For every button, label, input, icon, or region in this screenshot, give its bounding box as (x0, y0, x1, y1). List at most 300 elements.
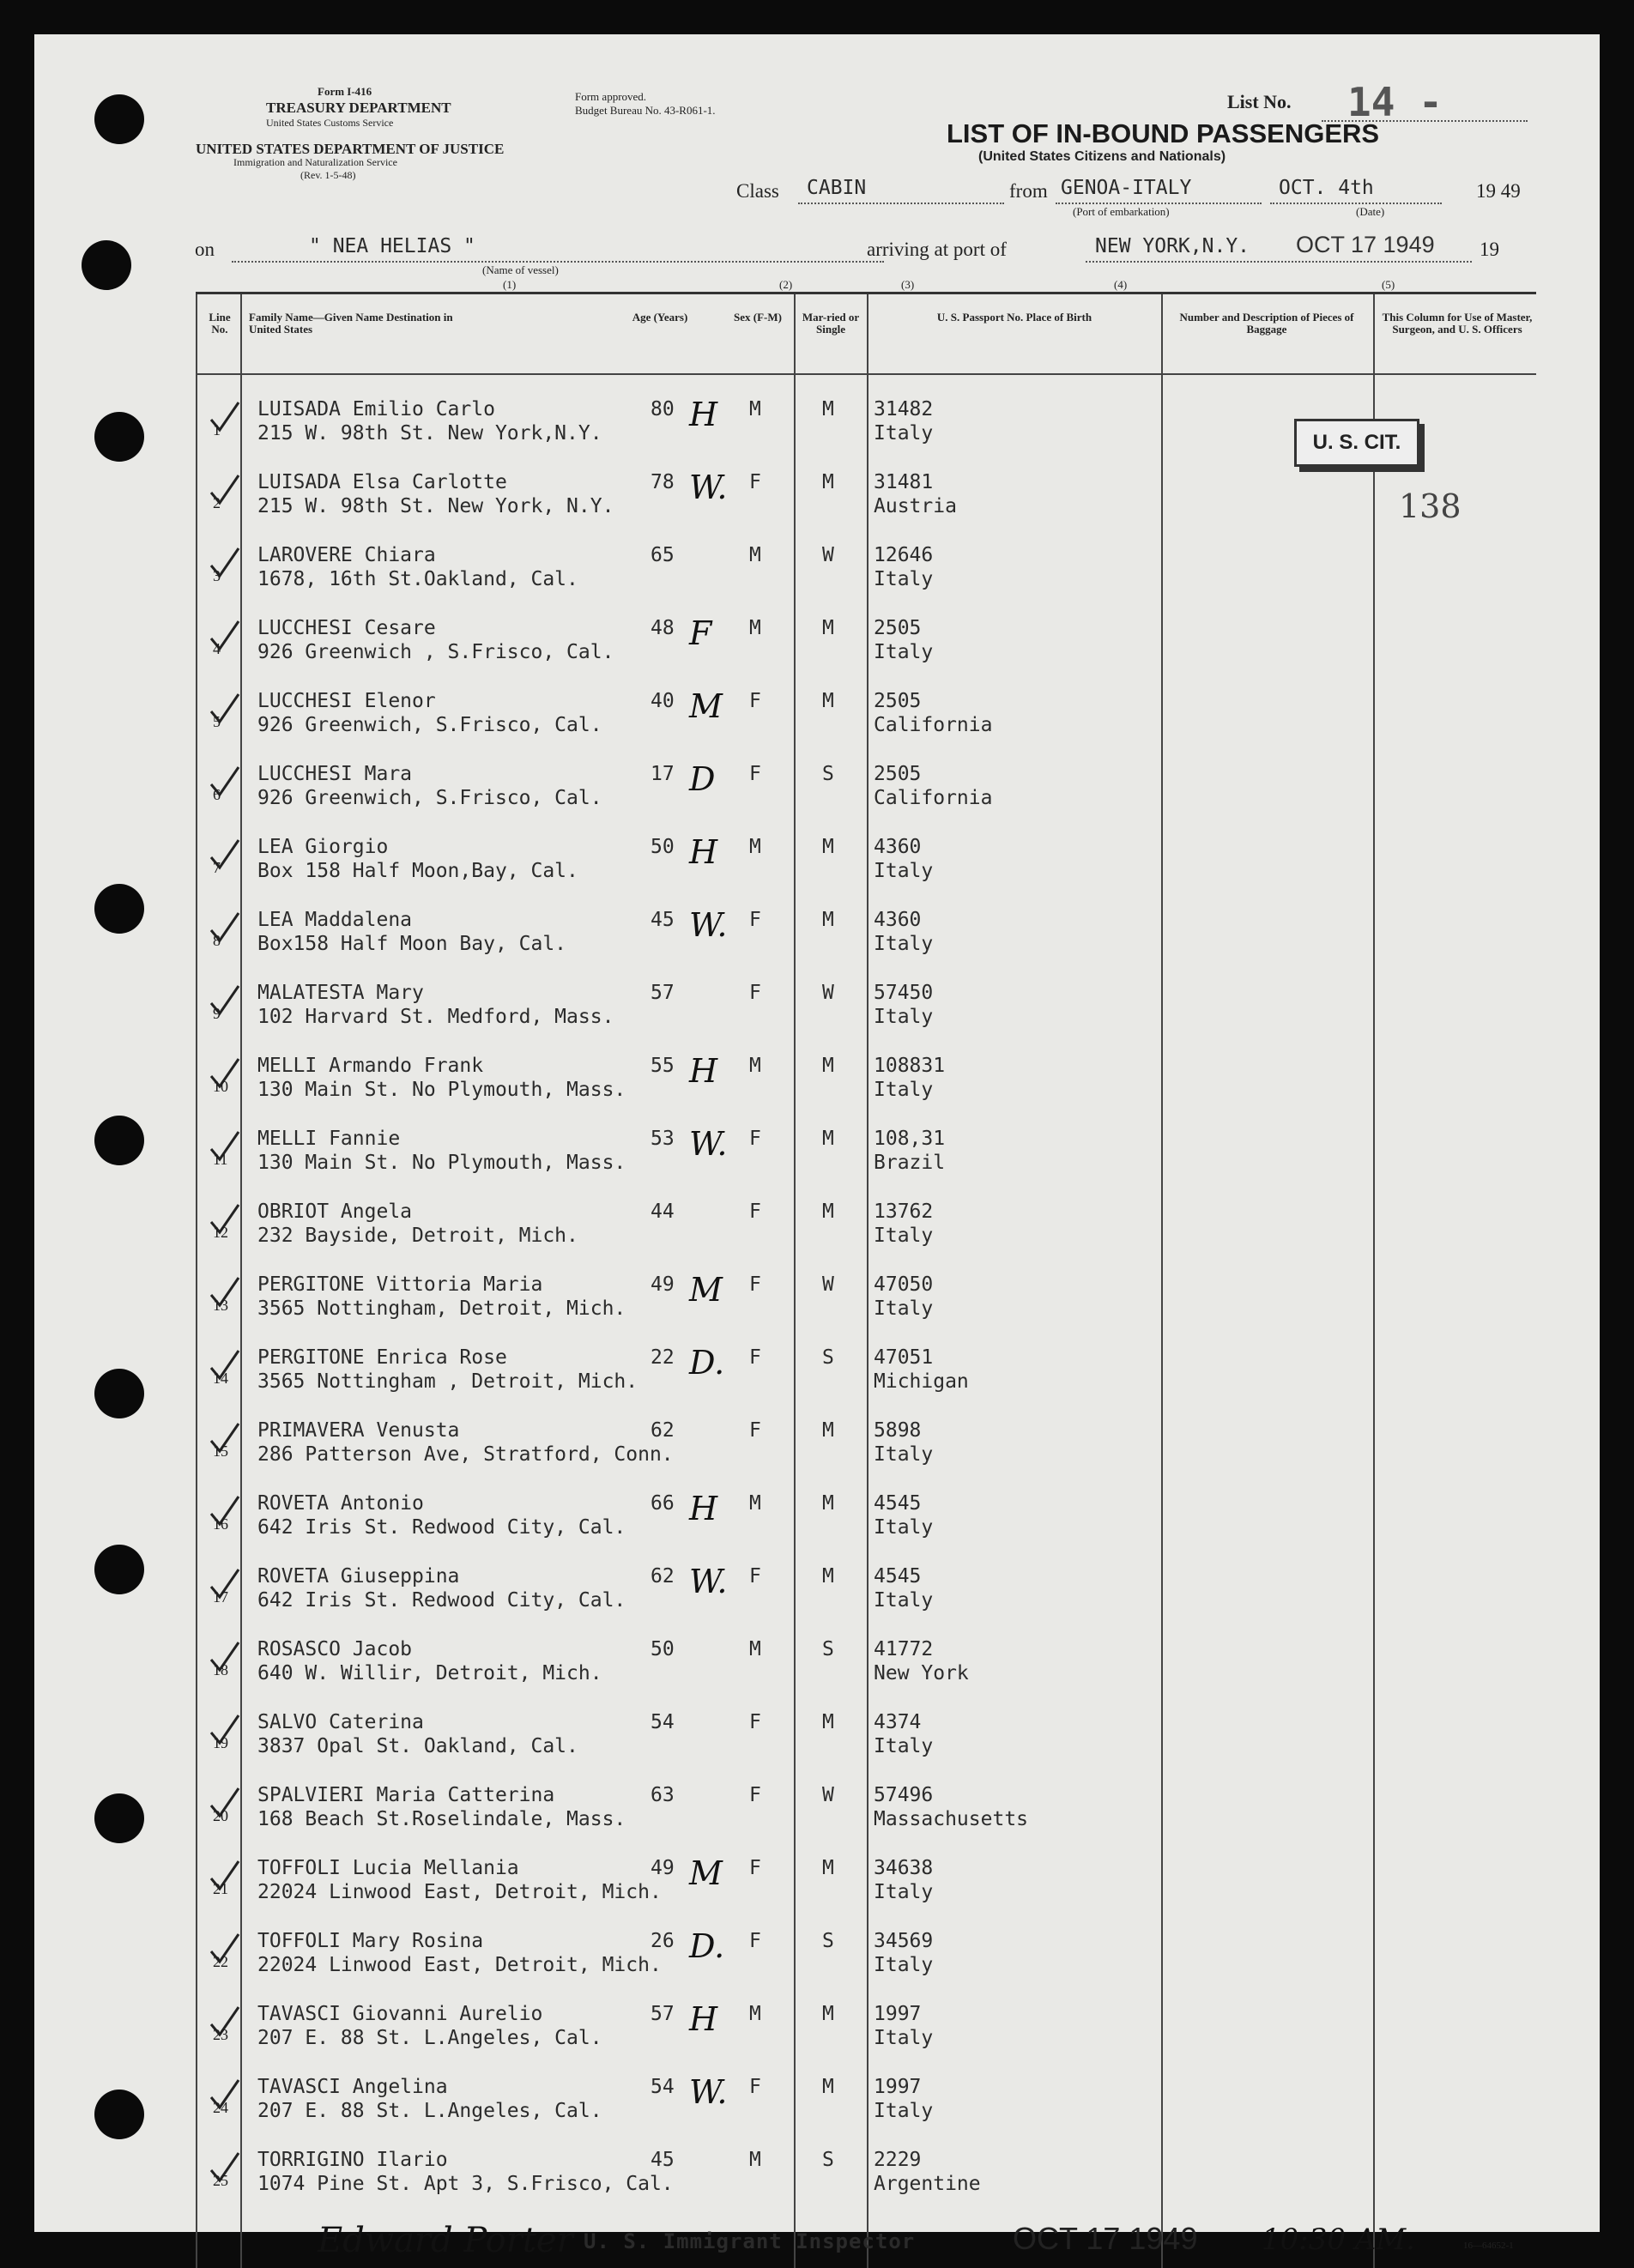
on-label: on (195, 239, 215, 260)
table-row (196, 1328, 1536, 1401)
budget-bureau: Budget Bureau No. 43-R061-1. (575, 104, 716, 117)
form-id: Form I-416 (318, 85, 372, 98)
relation-mark: D. (689, 1344, 725, 1382)
age: 50 (651, 836, 675, 858)
sex: F (749, 1930, 761, 1952)
destination: 207 E. 88 St. L.Angeles, Cal. (257, 2100, 602, 2122)
arrival-line (1086, 261, 1472, 263)
date-line (1270, 203, 1442, 204)
age: 62 (651, 1419, 675, 1442)
line-number: 12 (213, 1224, 228, 1241)
line-number: 9 (213, 1005, 221, 1022)
marital-status: S (822, 1638, 834, 1660)
passenger-name: LUCCHESI Mara (257, 763, 413, 785)
passport-number: 4545 (874, 1565, 922, 1588)
relation-mark: W. (689, 906, 728, 944)
relation-mark: H (689, 1490, 718, 1527)
line-number: 1 (213, 421, 221, 438)
place-of-birth: Massachusetts (874, 1808, 1029, 1830)
destination: 102 Harvard St. Medford, Mass. (257, 1006, 614, 1028)
line-number: 24 (213, 2099, 228, 2116)
passenger-name: ROVETA Antonio (257, 1492, 424, 1515)
age: 53 (651, 1128, 675, 1150)
table-row (196, 2058, 1536, 2131)
sex: M (749, 836, 761, 858)
place-of-birth: Italy (874, 860, 934, 882)
table-row (196, 745, 1536, 818)
passport-number: 2505 (874, 763, 922, 785)
marital-status: W (822, 1273, 834, 1296)
passenger-name: SPALVIERI Maria Catterina (257, 1784, 555, 1806)
sex: F (749, 909, 761, 931)
passport-number: 47050 (874, 1273, 934, 1296)
age: 57 (651, 982, 675, 1004)
marital-status: S (822, 763, 834, 785)
relation-mark: W. (689, 1125, 728, 1163)
passenger-name: TAVASCI Angelina (257, 2076, 448, 2098)
relation-mark: H (689, 833, 718, 871)
destination: 215 W. 98th St. New York, N.Y. (257, 495, 614, 517)
relation-mark: M (689, 687, 723, 725)
vessel-caption: (Name of vessel) (482, 263, 559, 276)
passport-number: 47051 (874, 1346, 934, 1369)
year-2: 19 (1480, 239, 1499, 260)
age: 49 (651, 1857, 675, 1879)
age: 63 (651, 1784, 675, 1806)
passenger-name: ROVETA Giuseppina (257, 1565, 460, 1588)
sex: F (749, 1419, 761, 1442)
arrival-port: NEW YORK,N.Y. (1095, 235, 1250, 257)
arrival-date-stamp: OCT 17 1949 (1296, 232, 1435, 257)
table-row (196, 818, 1536, 891)
relation-mark: D. (689, 1927, 725, 1965)
relation-mark: W. (689, 1563, 728, 1600)
passport-number: 2229 (874, 2149, 922, 2171)
marital-status: M (822, 1711, 834, 1733)
place-of-birth: California (874, 714, 993, 736)
passenger-table (196, 292, 1536, 2268)
marital-status: W (822, 544, 834, 566)
passport-number: 108831 (874, 1055, 946, 1077)
place-of-birth: Italy (874, 933, 934, 955)
place-of-birth: Argentine (874, 2173, 981, 2195)
sex: F (749, 1273, 761, 1296)
destination: Box158 Half Moon Bay, Cal. (257, 933, 567, 955)
destination: 3837 Opal St. Oakland, Cal. (257, 1735, 578, 1757)
marital-status: M (822, 398, 834, 420)
hdr-age: Age (Years) (632, 311, 688, 324)
header-divider (196, 373, 1536, 375)
marital-status: S (822, 2149, 834, 2171)
destination: 642 Iris St. Redwood City, Cal. (257, 1589, 626, 1612)
passenger-name: LEA Giorgio (257, 836, 389, 858)
sex: M (749, 544, 761, 566)
document-title: LIST OF IN-BOUND PASSENGERS (947, 118, 1380, 148)
inspector-title: U. S. Immigrant Inspector (584, 2229, 916, 2253)
sex: M (749, 398, 761, 420)
from-value: GENOA-ITALY (1061, 177, 1192, 199)
age: 80 (651, 398, 675, 420)
place-of-birth: Michigan (874, 1370, 969, 1393)
relation-mark: F (689, 614, 712, 652)
line-number: 25 (213, 2172, 228, 2189)
line-number: 11 (213, 1151, 228, 1168)
sex: F (749, 1346, 761, 1369)
destination: 207 E. 88 St. L.Angeles, Cal. (257, 2027, 602, 2049)
destination: 642 Iris St. Redwood City, Cal. (257, 1516, 626, 1539)
age: 26 (651, 1930, 675, 1952)
place-of-birth: Italy (874, 2100, 934, 2122)
line-number: 15 (213, 1442, 228, 1460)
table-row (196, 1839, 1536, 1912)
passenger-name: TOFFOLI Lucia Mellania (257, 1857, 519, 1879)
passenger-name: MELLI Armando Frank (257, 1055, 484, 1077)
col-num-1: (1) (503, 278, 517, 291)
customs-service: United States Customs Service (266, 117, 394, 129)
passport-number: 41772 (874, 1638, 934, 1660)
passenger-name: SALVO Caterina (257, 1711, 424, 1733)
ins-service: Immigration and Naturalization Service (233, 156, 397, 168)
vessel-line (232, 261, 884, 263)
hdr-baggage: Number and Description of Pieces of Baggage (1179, 311, 1354, 336)
punch-hole (94, 1545, 144, 1594)
table-row (196, 2131, 1536, 2204)
line-number: 16 (213, 1515, 228, 1533)
passport-number: 31482 (874, 398, 934, 420)
line-number: 19 (213, 1734, 228, 1751)
col-num-5: (5) (1382, 278, 1395, 291)
destination: 130 Main St. No Plymouth, Mass. (257, 1152, 626, 1174)
table-row (196, 1474, 1536, 1547)
place-of-birth: Italy (874, 1735, 934, 1757)
line-number: 20 (213, 1807, 228, 1824)
place-of-birth: Austria (874, 495, 957, 517)
destination: 926 Greenwich, S.Frisco, Cal. (257, 714, 602, 736)
inspector-signature: Edward Porter (318, 2221, 573, 2260)
age: 65 (651, 544, 675, 566)
destination: 22024 Linwood East, Detroit, Mich. (257, 1881, 662, 1903)
passenger-name: TAVASCI Giovanni Aurelio (257, 2003, 543, 2025)
age: 40 (651, 690, 675, 712)
punch-hole (94, 412, 144, 462)
table-row (196, 1110, 1536, 1182)
hdr-married: Mar-ried or Single (802, 311, 860, 336)
line-number: 3 (213, 567, 221, 584)
passenger-name: MELLI Fannie (257, 1128, 401, 1150)
us-citizen-stamp (1294, 419, 1419, 467)
passport-number: 2505 (874, 617, 922, 639)
destination: 926 Greenwich , S.Frisco, Cal. (257, 641, 614, 663)
destination: 215 W. 98th St. New York,N.Y. (257, 422, 602, 445)
passenger-name: LUISADA Emilio Carlo (257, 398, 495, 420)
line-number: 17 (213, 1588, 228, 1606)
place-of-birth: Italy (874, 1079, 934, 1101)
line-number: 4 (213, 640, 221, 657)
line-number: 21 (213, 1880, 228, 1897)
inspection-date-stamp: OCT 17 1949 (1013, 2221, 1198, 2256)
line-number: 2 (213, 494, 221, 511)
passenger-name: PRIMAVERA Venusta (257, 1419, 460, 1442)
table-row (196, 1766, 1536, 1839)
line-number: 14 (213, 1370, 228, 1387)
date-caption: (Date) (1356, 205, 1385, 218)
inspection-time: 10:30 AM. (1262, 2223, 1415, 2257)
document-subtitle: (United States Citizens and Nationals) (978, 149, 1226, 164)
sex: F (749, 1711, 761, 1733)
punch-hole (82, 240, 131, 290)
line-number: 8 (213, 932, 221, 949)
document-page (34, 34, 1600, 2260)
punch-hole (94, 1793, 144, 1843)
class-value: CABIN (807, 177, 867, 199)
passenger-name: LAROVERE Chiara (257, 544, 436, 566)
relation-mark: W. (689, 2073, 728, 2111)
destination: Box 158 Half Moon,Bay, Cal. (257, 860, 578, 882)
age: 62 (651, 1565, 675, 1588)
line-number: 22 (213, 1953, 228, 1970)
passport-number: 1997 (874, 2076, 922, 2098)
table-row (196, 1620, 1536, 1693)
sex: F (749, 1784, 761, 1806)
line-number: 13 (213, 1297, 228, 1314)
marital-status: M (822, 1055, 834, 1077)
punch-hole (94, 884, 144, 934)
marital-status: M (822, 617, 834, 639)
marital-status: M (822, 690, 834, 712)
sex: M (749, 2149, 761, 2171)
hdr-passport: U. S. Passport No. Place of Birth (936, 311, 1092, 324)
table-row (196, 1547, 1536, 1620)
passenger-name: LEA Maddalena (257, 909, 413, 931)
passport-number: 4360 (874, 909, 922, 931)
hdr-name: Family Name—Given Name Destination in United States (249, 311, 453, 336)
place-of-birth: Italy (874, 1881, 934, 1903)
hdr-line-no: Line No. (209, 311, 231, 336)
marital-status: M (822, 1201, 834, 1223)
col-num-2: (2) (779, 278, 793, 291)
marital-status: M (822, 2076, 834, 2098)
passport-number: 4374 (874, 1711, 922, 1733)
marital-status: M (822, 2003, 834, 2025)
table-row (196, 891, 1536, 964)
passport-number: 31481 (874, 471, 934, 493)
place-of-birth: Italy (874, 1225, 934, 1247)
age: 54 (651, 2076, 675, 2098)
date-value: OCT. 4th (1279, 177, 1374, 199)
passenger-name: TOFFOLI Mary Rosina (257, 1930, 484, 1952)
treasury-dept: TREASURY DEPARTMENT (266, 100, 451, 116)
place-of-birth: Italy (874, 1589, 934, 1612)
table-row (196, 1985, 1536, 2058)
destination: 1074 Pine St. Apt 3, S.Frisco, Cal. (257, 2173, 674, 2195)
place-of-birth: New York (874, 1662, 969, 1684)
passenger-name: LUCCHESI Elenor (257, 690, 436, 712)
age: 50 (651, 1638, 675, 1660)
age: 45 (651, 909, 675, 931)
vessel-name: " NEA HELIAS " (309, 235, 475, 257)
passport-number: 34569 (874, 1930, 934, 1952)
passenger-name: PERGITONE Enrica Rose (257, 1346, 507, 1369)
marital-status: M (822, 1857, 834, 1879)
destination: 1678, 16th St.Oakland, Cal. (257, 568, 578, 590)
place-of-birth: Brazil (874, 1152, 946, 1174)
relation-mark: M (689, 1271, 723, 1309)
marital-status: M (822, 1128, 834, 1150)
relation-mark: W. (689, 469, 728, 506)
passport-number: 57496 (874, 1784, 934, 1806)
port-embarkation-caption: (Port of embarkation) (1073, 205, 1170, 218)
sex: M (749, 1638, 761, 1660)
sex: M (749, 617, 761, 639)
col-num-4: (4) (1114, 278, 1128, 291)
sex: F (749, 763, 761, 785)
justice-dept: UNITED STATES DEPARTMENT OF JUSTICE (196, 141, 505, 157)
from-line (1056, 203, 1262, 204)
place-of-birth: Italy (874, 1443, 934, 1466)
place-of-birth: Italy (874, 2027, 934, 2049)
age: 22 (651, 1346, 675, 1369)
passenger-name: MALATESTA Mary (257, 982, 424, 1004)
passenger-name: TORRIGINO Ilario (257, 2149, 448, 2171)
sex: F (749, 982, 761, 1004)
passport-number: 12646 (874, 544, 934, 566)
marital-status: M (822, 1565, 834, 1588)
relation-mark: M (689, 1854, 723, 1892)
age: 57 (651, 2003, 675, 2025)
punch-hole (94, 2090, 144, 2139)
us-citizen-stamp-text: U. S. CIT. (1312, 431, 1401, 454)
age: 49 (651, 1273, 675, 1296)
age: 78 (651, 471, 675, 493)
passport-number: 5898 (874, 1419, 922, 1442)
table-row (196, 526, 1536, 599)
line-number: 10 (213, 1078, 228, 1095)
line-number: 6 (213, 786, 221, 803)
passenger-name: LUISADA Elsa Carlotte (257, 471, 507, 493)
marital-status: W (822, 1784, 834, 1806)
passenger-name: OBRIOT Angela (257, 1201, 413, 1223)
sex: F (749, 1565, 761, 1588)
destination: 926 Greenwich, S.Frisco, Cal. (257, 787, 602, 809)
arriving-label: arriving at port of (867, 239, 1007, 260)
list-no-label: List No. (1227, 91, 1292, 112)
destination: 3565 Nottingham , Detroit, Mich. (257, 1370, 638, 1393)
passenger-name: PERGITONE Vittoria Maria (257, 1273, 543, 1296)
hdr-officers: This Column for Use of Master, Surgeon, and U. S. Officers (1382, 311, 1533, 336)
marital-status: M (822, 1419, 834, 1442)
sex: F (749, 1857, 761, 1879)
place-of-birth: Italy (874, 641, 934, 663)
sex: M (749, 2003, 761, 2025)
sex: F (749, 1201, 761, 1223)
marital-status: M (822, 909, 834, 931)
year-1: 19 49 (1476, 180, 1521, 202)
line-number: 5 (213, 713, 221, 730)
col-num-3: (3) (901, 278, 915, 291)
sex: M (749, 1055, 761, 1077)
destination: 3565 Nottingham, Detroit, Mich. (257, 1297, 626, 1320)
destination: 168 Beach St.Roselindale, Mass. (257, 1808, 626, 1830)
passenger-name: ROSASCO Jacob (257, 1638, 413, 1660)
place-of-birth: Italy (874, 1516, 934, 1539)
sex: M (749, 1492, 761, 1515)
officer-note: 138 (1399, 487, 1462, 525)
place-of-birth: Italy (874, 422, 934, 445)
age: 45 (651, 2149, 675, 2171)
revision: (Rev. 1-5-48) (300, 169, 356, 181)
age: 54 (651, 1711, 675, 1733)
age: 17 (651, 763, 675, 785)
marital-status: W (822, 982, 834, 1004)
destination: 286 Patterson Ave, Stratford, Conn. (257, 1443, 674, 1466)
marital-status: S (822, 1346, 834, 1369)
form-code: 16—64652-1 (1463, 2241, 1514, 2251)
place-of-birth: Italy (874, 1297, 934, 1320)
passport-number: 13762 (874, 1201, 934, 1223)
place-of-birth: Italy (874, 1954, 934, 1976)
age: 55 (651, 1055, 675, 1077)
form-approved: Form approved. (575, 90, 647, 103)
destination: 130 Main St. No Plymouth, Mass. (257, 1079, 626, 1101)
class-line (798, 203, 1004, 204)
table-row (196, 1912, 1536, 1985)
punch-hole (94, 94, 144, 144)
table-row (196, 1693, 1536, 1766)
passport-number: 108,31 (874, 1128, 946, 1150)
sex: F (749, 2076, 761, 2098)
destination: 640 W. Willir, Detroit, Mich. (257, 1662, 602, 1684)
age: 44 (651, 1201, 675, 1223)
table-row (196, 1182, 1536, 1255)
list-no: 14 - (1347, 79, 1443, 125)
destination: 22024 Linwood East, Detroit, Mich. (257, 1954, 662, 1976)
passport-number: 4360 (874, 836, 922, 858)
sex: F (749, 690, 761, 712)
table-row (196, 1037, 1536, 1110)
marital-status: M (822, 1492, 834, 1515)
place-of-birth: Italy (874, 568, 934, 590)
sex: F (749, 1128, 761, 1150)
place-of-birth: California (874, 787, 993, 809)
passport-number: 34638 (874, 1857, 934, 1879)
marital-status: M (822, 836, 834, 858)
hdr-sex: Sex (F-M) (734, 311, 782, 324)
line-number: 7 (213, 859, 221, 876)
table-row (196, 599, 1536, 672)
class-label: Class (736, 180, 779, 202)
age: 48 (651, 617, 675, 639)
punch-hole (94, 1369, 144, 1418)
line-number: 18 (213, 1661, 228, 1678)
from-label: from (1009, 180, 1048, 202)
table-row (196, 1401, 1536, 1474)
relation-mark: H (689, 396, 718, 433)
relation-mark: H (689, 2000, 718, 2038)
sex: F (749, 471, 761, 493)
relation-mark: D (689, 760, 716, 798)
line-number: 23 (213, 2026, 228, 2043)
passenger-name: LUCCHESI Cesare (257, 617, 436, 639)
table-row (196, 672, 1536, 745)
destination: 232 Bayside, Detroit, Mich. (257, 1225, 578, 1247)
table-row (196, 964, 1536, 1037)
marital-status: S (822, 1930, 834, 1952)
place-of-birth: Italy (874, 1006, 934, 1028)
passport-number: 2505 (874, 690, 922, 712)
punch-hole (94, 1116, 144, 1165)
relation-mark: H (689, 1052, 718, 1090)
passport-number: 4545 (874, 1492, 922, 1515)
